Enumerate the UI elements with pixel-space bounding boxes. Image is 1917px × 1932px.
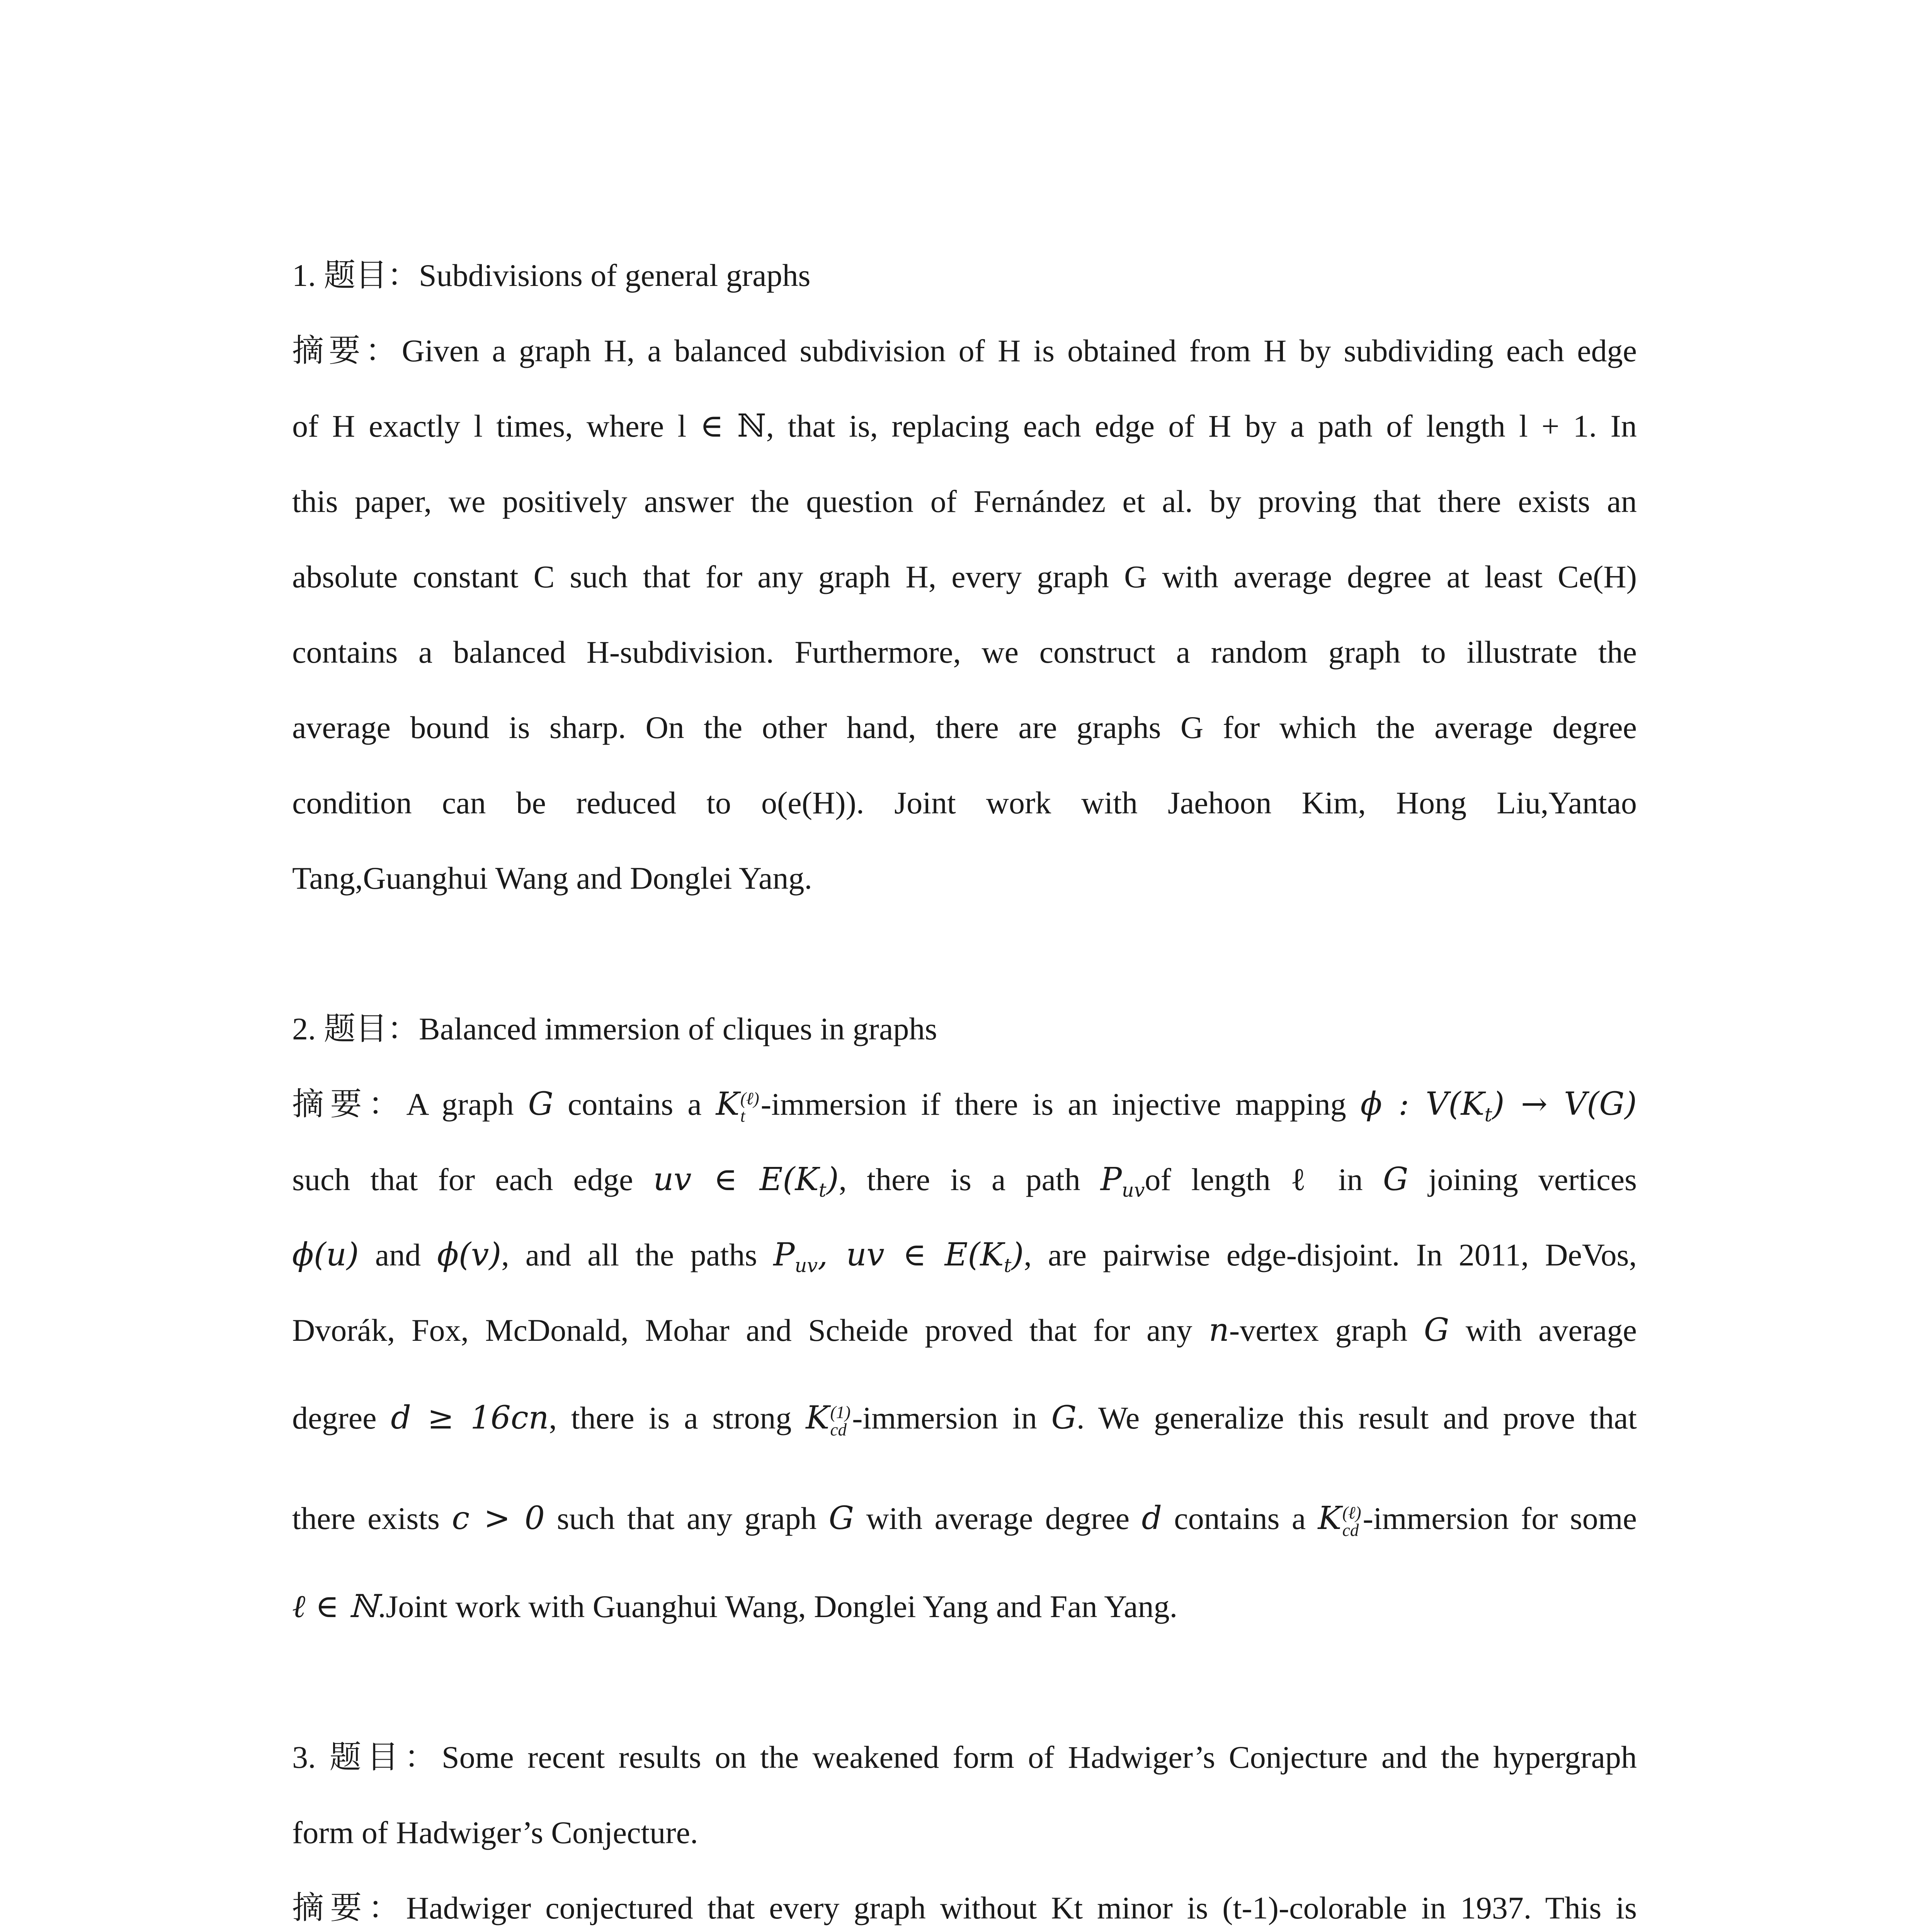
text-run: .Joint work with Guanghui Wang, Donglei Yang and Fan Yang. xyxy=(378,1589,1178,1624)
math-G: G xyxy=(1424,1312,1449,1349)
math-K: K xyxy=(806,1400,830,1436)
text-run: -immersion if there is an injective mapping xyxy=(760,1087,1361,1122)
section-title: 2. 题目：Balanced immersion of cliques in graphs xyxy=(292,1011,937,1046)
math-c-positive: c > 0 xyxy=(452,1500,545,1537)
abstract-line: absolute constant C such that for any graph H, every graph G with average degree at least Ce(H) xyxy=(292,559,1637,594)
math-K: K xyxy=(716,1086,740,1122)
abstract-line: contains a balanced H-subdivision. Furthermore, we construct a random graph to illustrate the xyxy=(292,634,1637,670)
math-sub: uv xyxy=(1122,1179,1145,1202)
abstract-line: this paper, we positively answer the question of Fernández et al. by proving that there exists an xyxy=(292,484,1637,519)
abstract-line: 摘要：Given a graph H, a balanced subdivision of H is obtained from H by subdividing each edge xyxy=(292,333,1637,368)
text-run: -immersion in xyxy=(852,1400,1051,1435)
text-run: , there is a strong xyxy=(549,1400,806,1435)
abstract-line xyxy=(292,1569,1637,1644)
abstract-line xyxy=(292,1468,1637,1569)
abstract-line: of H exactly l times, where l ∈ ℕ, that is, replacing each edge of H by a path of length l + 1. In xyxy=(292,408,1637,444)
math-P: P xyxy=(1100,1161,1122,1198)
text-run: -vertex graph xyxy=(1229,1313,1424,1348)
math-sub: uv xyxy=(794,1254,818,1277)
math-sub: t xyxy=(740,1106,745,1126)
abstract-section-3 xyxy=(292,1719,1637,1932)
text-run: contains a xyxy=(553,1087,716,1122)
text-run: of length ℓ in xyxy=(1145,1162,1383,1197)
abstract-line: condition can be reduced to o(e(H)). Joint work with Jaehoon Kim, Hong Liu,Yantao xyxy=(292,785,1637,820)
math-uv: , uv ∈ E(K xyxy=(818,1236,1004,1273)
math-n: n xyxy=(1209,1312,1229,1349)
math-P: P xyxy=(773,1236,795,1273)
math-G: G xyxy=(1383,1161,1408,1198)
text-run: and xyxy=(359,1237,437,1272)
math-sub: cd xyxy=(830,1420,847,1440)
abstract-line xyxy=(292,1142,1637,1217)
text-run: , are pairwise edge-disjoint. In 2011, DeVos, xyxy=(1024,1237,1637,1272)
abstract-line: average bound is sharp. On the other hand, there are graphs G for which the average degree xyxy=(292,710,1637,745)
text-run: 摘要：A graph xyxy=(292,1087,528,1122)
math-close: ) xyxy=(826,1161,839,1198)
math-close: ) xyxy=(1011,1236,1024,1273)
text-run: Dvorák, Fox, McDonald, Mohar and Scheide proved that for any xyxy=(292,1313,1209,1348)
math-degree: d ≥ 16cn xyxy=(391,1400,549,1436)
math-phi-v: ϕ(v) xyxy=(437,1236,502,1273)
math-mapping: ϕ : V(K xyxy=(1360,1086,1485,1122)
abstract-line xyxy=(292,1293,1637,1368)
math-sub: t xyxy=(818,1179,827,1202)
math-phi-u: ϕ(u) xyxy=(292,1236,359,1273)
abstract-section-2 xyxy=(292,991,1637,1644)
section-title: form of Hadwiger’s Conjecture. xyxy=(292,1815,698,1850)
text-run: with average degree xyxy=(854,1501,1142,1536)
abstract-section-1 xyxy=(292,238,1637,916)
math-sup: (ℓ) xyxy=(1342,1503,1361,1523)
abstract-line: Tang,Guanghui Wang and Donglei Yang. xyxy=(292,861,812,896)
math-K: K xyxy=(1318,1500,1342,1537)
math-supsub xyxy=(830,1404,851,1439)
math-sub: t xyxy=(1484,1104,1492,1126)
text-run: contains a xyxy=(1162,1501,1318,1536)
math-supsub xyxy=(1342,1504,1361,1539)
math-G: G xyxy=(528,1086,554,1122)
math-sup: (1) xyxy=(830,1403,851,1422)
document-page xyxy=(292,238,1637,1932)
text-run: . We generalize this result and prove that xyxy=(1077,1400,1637,1435)
math-d: d xyxy=(1141,1500,1162,1537)
section-title: 1. 题目：Subdivisions of general graphs xyxy=(292,258,811,293)
abstract-line xyxy=(292,1066,1637,1142)
text-run: , there is a path xyxy=(839,1162,1101,1197)
math-G: G xyxy=(1051,1400,1077,1436)
math-sup: (ℓ) xyxy=(740,1089,759,1109)
math-sub: cd xyxy=(1342,1520,1359,1540)
text-run: with average xyxy=(1449,1313,1637,1348)
text-run: degree xyxy=(292,1400,391,1435)
abstract-line xyxy=(292,1217,1637,1293)
math-supsub xyxy=(740,1090,759,1125)
math-mapping-end: ) → V(G) xyxy=(1492,1086,1637,1122)
text-run: -immersion for some xyxy=(1362,1501,1637,1536)
math-ell-in-N: ℓ ∈ ℕ xyxy=(292,1588,378,1625)
math-G: G xyxy=(828,1500,854,1537)
text-run: such that any graph xyxy=(544,1501,829,1536)
math-uv: uv ∈ E(K xyxy=(653,1161,819,1198)
abstract-line: 摘要：Hadwiger conjectured that every graph without Kt minor is (t-1)-colorable in 1937. This is xyxy=(292,1890,1637,1925)
text-run: such that for each edge xyxy=(292,1162,653,1197)
text-run: joining vertices xyxy=(1408,1162,1637,1197)
section-title: 3. 题目：Some recent results on the weakened form of Hadwiger’s Conjecture and the hypergraph xyxy=(292,1740,1637,1775)
abstract-line xyxy=(292,1368,1637,1468)
text-run: there exists xyxy=(292,1501,452,1536)
math-sub: t xyxy=(1004,1254,1012,1277)
text-run: , and all the paths xyxy=(501,1237,774,1272)
